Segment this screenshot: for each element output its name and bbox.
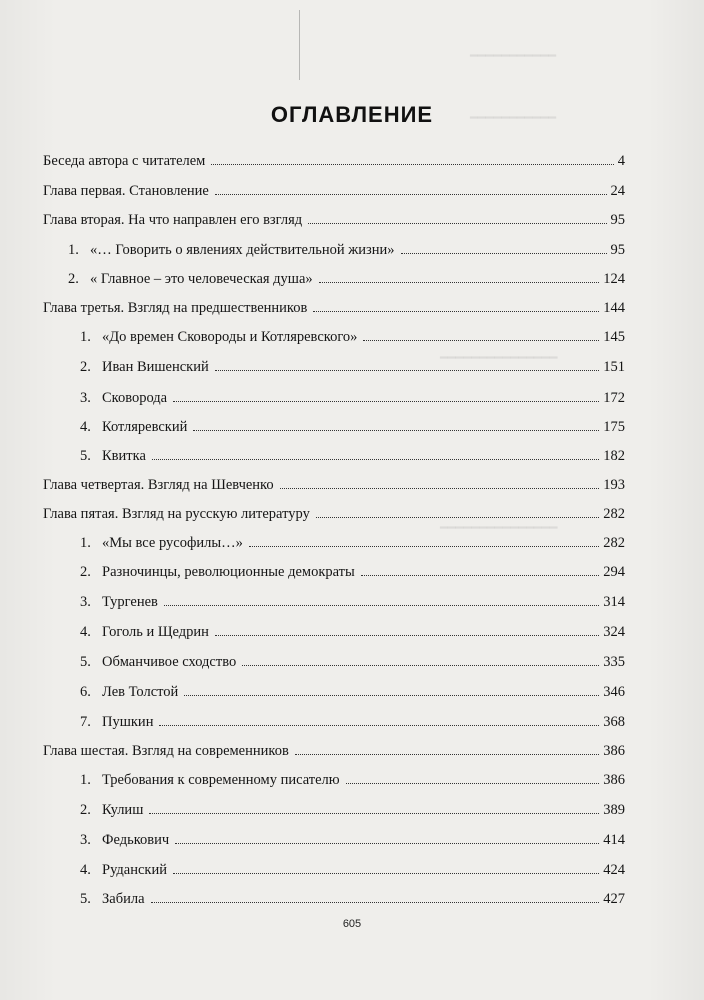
toc-entry-number: 4.	[80, 419, 91, 435]
toc-entry-label: Глава четвертая. Взгляд на Шевченко	[43, 477, 274, 493]
toc-entry-label: «Мы все русофилы…»	[102, 535, 243, 551]
toc-entry	[80, 358, 625, 376]
toc-entry-number: 2.	[80, 564, 91, 580]
toc-entry-label: Гоголь и Щедрин	[102, 624, 209, 640]
toc-entry-label: «До времен Сковороды и Котляревского»	[102, 329, 358, 345]
toc-entry	[80, 389, 625, 407]
leader-dots	[249, 545, 599, 547]
show-through-text: ━━━━━━━━━━━	[470, 48, 557, 63]
toc-entry-label: Федькович	[102, 832, 170, 848]
toc-entry-number: 2.	[68, 271, 79, 287]
toc-entry-number: 3.	[80, 594, 91, 610]
toc-entry	[80, 418, 625, 436]
toc-entry-number: 1.	[80, 329, 91, 345]
toc-entry-number: 4.	[80, 862, 91, 878]
toc-entry-label: Глава пятая. Взгляд на русскую литературу	[43, 506, 310, 522]
toc-entry	[43, 182, 625, 200]
toc-entry-page: 389	[603, 802, 625, 818]
toc-entry-number: 5.	[80, 448, 91, 464]
toc-entry-number: 1.	[68, 242, 79, 258]
toc-entry-page: 282	[603, 506, 625, 522]
toc-entry-label: Требования к современному писателю	[102, 772, 340, 788]
toc-entry-page: 386	[603, 772, 625, 788]
toc-entry	[80, 653, 625, 671]
toc-entry-page: 386	[603, 743, 625, 759]
show-through-text: ━━━━━━━━━━━━━━━	[440, 520, 558, 535]
toc-entry	[80, 328, 625, 346]
toc-entry-label: «… Говорить о явлениях действительной жизни»	[90, 242, 395, 258]
leader-dots	[164, 604, 599, 606]
toc-entry-number: 3.	[80, 390, 91, 406]
toc-entry	[68, 241, 625, 259]
toc-entry-page: 4	[617, 153, 625, 169]
fold-mark	[299, 10, 300, 80]
toc-entry-label: Обманчивое сходство	[102, 654, 237, 670]
toc-entry	[80, 890, 625, 908]
toc-entry	[80, 713, 625, 731]
toc-entry	[80, 861, 625, 879]
toc-entry	[80, 563, 625, 581]
toc-entry	[80, 623, 625, 641]
toc-entry-number: 5.	[80, 891, 91, 907]
toc-entry-page: 346	[603, 684, 625, 700]
toc-entry-page: 172	[603, 390, 625, 406]
leader-dots	[215, 193, 607, 195]
toc-entry	[43, 211, 625, 229]
toc-entry-label: Лев Толстой	[102, 684, 179, 700]
toc-entry-page: 182	[603, 448, 625, 464]
show-through-text: ━━━━━━━━━━━━━━━	[440, 350, 558, 365]
toc-entry-page: 282	[603, 535, 625, 551]
toc-entry-label: Квитка	[102, 448, 146, 464]
toc-entry-page: 368	[603, 714, 625, 730]
leader-dots	[152, 458, 599, 460]
toc-entry-page: 175	[603, 419, 625, 435]
leader-dots	[173, 400, 599, 402]
leader-dots	[215, 369, 600, 371]
toc-entry	[80, 447, 625, 465]
leader-dots	[159, 724, 599, 726]
leader-dots	[175, 842, 599, 844]
toc-entry-label: « Главное – это человеческая душа»	[90, 271, 313, 287]
toc-entry-page: 424	[603, 862, 625, 878]
toc-entry-page: 314	[603, 594, 625, 610]
toc-entry-page: 151	[603, 359, 625, 375]
toc-entry	[43, 505, 625, 523]
leader-dots	[184, 694, 599, 696]
toc-entry-label: Забила	[102, 891, 145, 907]
toc-entry-label: Глава первая. Становление	[43, 183, 209, 199]
toc-entry-page: 124	[603, 271, 625, 287]
toc-entry-number: 1.	[80, 772, 91, 788]
toc-entry-number: 1.	[80, 535, 91, 551]
toc-entry-page: 95	[610, 242, 625, 258]
toc-entry-page: 414	[603, 832, 625, 848]
toc-entry-label: Руданский	[102, 862, 167, 878]
leader-dots	[211, 163, 613, 165]
toc-entry-label: Пушкин	[102, 714, 154, 730]
toc-entry-page: 427	[603, 891, 625, 907]
leader-dots	[313, 310, 599, 312]
leader-dots	[346, 782, 600, 784]
toc-entry-page: 193	[603, 477, 625, 493]
toc-entry-label: Разночинцы, революционные демократы	[102, 564, 355, 580]
leader-dots	[361, 574, 599, 576]
toc-entry-number: 2.	[80, 359, 91, 375]
leader-dots	[363, 339, 599, 341]
toc-entry-label: Сковорода	[102, 390, 168, 406]
leader-dots	[319, 281, 600, 283]
toc-entry	[43, 299, 625, 317]
leader-dots	[151, 901, 600, 903]
toc-entry-number: 6.	[80, 684, 91, 700]
toc-entry-label: Тургенев	[102, 594, 158, 610]
toc-entry-number: 7.	[80, 714, 91, 730]
leader-dots	[193, 429, 599, 431]
toc-entry-label: Кулиш	[102, 802, 144, 818]
toc-entry-label: Котляревский	[102, 419, 188, 435]
leader-dots	[401, 252, 607, 254]
page-title: ОГЛАВЛЕНИЕ	[270, 102, 434, 127]
toc-entry	[43, 152, 625, 170]
page-number: 605	[342, 918, 362, 930]
toc-entry	[80, 771, 625, 789]
toc-entry-page: 324	[603, 624, 625, 640]
toc-entry-number: 3.	[80, 832, 91, 848]
toc-entry-label: Глава шестая. Взгляд на современников	[43, 743, 289, 759]
toc-entry	[80, 801, 625, 819]
toc-entry	[43, 476, 625, 494]
leader-dots	[173, 872, 599, 874]
toc-entry-page: 335	[603, 654, 625, 670]
toc-entry	[80, 534, 625, 552]
leader-dots	[280, 487, 600, 489]
toc-entry	[68, 270, 625, 288]
leader-dots	[242, 664, 599, 666]
toc-entry-number: 2.	[80, 802, 91, 818]
toc-entry-page: 144	[603, 300, 625, 316]
leader-dots	[316, 516, 599, 518]
toc-entry-page: 95	[610, 212, 625, 228]
toc-entry	[80, 593, 625, 611]
toc-entry	[80, 831, 625, 849]
toc-entry-label: Глава вторая. На что направлен его взгляд	[43, 212, 303, 228]
toc-entry	[80, 683, 625, 701]
toc-entry-number: 5.	[80, 654, 91, 670]
toc-entry-page: 294	[603, 564, 625, 580]
toc-entry	[43, 742, 625, 760]
toc-entry-page: 24	[610, 183, 625, 199]
leader-dots	[215, 634, 599, 636]
leader-dots	[308, 222, 606, 224]
show-through-text: ━━━━━━━━━━━	[470, 110, 557, 125]
toc-entry-label: Беседа автора с читателем	[43, 153, 206, 169]
toc-entry-page: 145	[603, 329, 625, 345]
leader-dots	[295, 753, 599, 755]
leader-dots	[149, 812, 599, 814]
toc-entry-number: 4.	[80, 624, 91, 640]
toc-entry-label: Глава третья. Взгляд на предшественников	[43, 300, 308, 316]
toc-entry-label: Иван Вишенский	[102, 359, 209, 375]
